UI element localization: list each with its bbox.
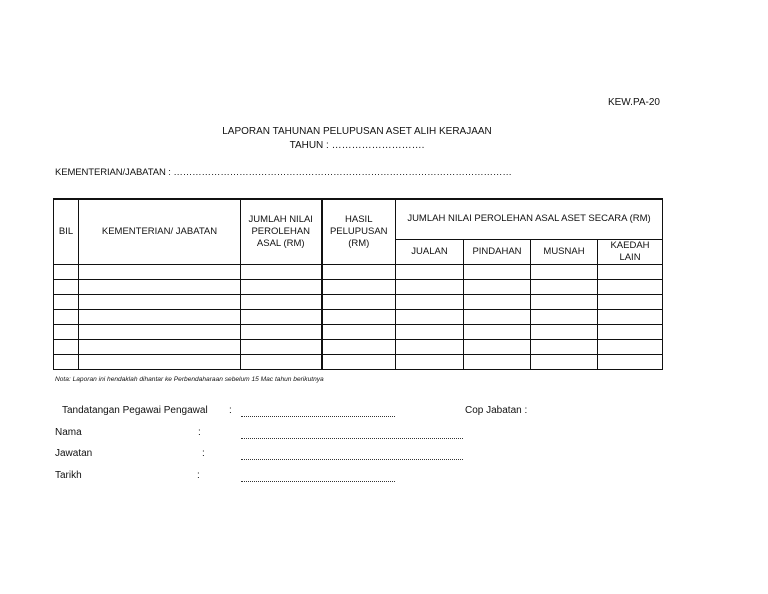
title-main: LAPORAN TAHUNAN PELUPUSAN ASET ALIH KERAJAAN [222,126,492,137]
table-row [54,339,663,354]
position-label: Jawatan [55,448,93,459]
header-bil: BIL [54,199,79,264]
header-method-group: JUMLAH NILAI PEROLEHAN ASAL ASET SECARA (RM) [396,199,663,239]
header-musnah: MUSNAH [531,239,598,264]
submission-note: Nota: Laporan ini hendaklah dihantar ke Perbendaharaan sebelum 15 Mac tahun berikutnya [55,376,324,383]
header-disposal-proceeds: HASIL PELUPUSAN (RM) [322,199,396,264]
officer-signature-line [241,416,395,417]
name-colon: : [198,427,201,438]
position-line [241,459,463,460]
name-line [241,438,463,439]
date-label: Tarikh [55,470,82,481]
table-row [54,354,663,369]
officer-colon: : [229,405,232,416]
table-row [54,309,663,324]
header-jualan: JUALAN [396,239,464,264]
form-code: KEW.PA-20 [607,97,660,108]
header-acquisition-value: JUMLAH NILAI PEROLEHAN ASAL (RM) [241,199,322,264]
report-title [0,125,714,153]
header-ministry: KEMENTERIAN/ JABATAN [79,199,241,264]
title-year: TAHUN : ………………………. [289,140,425,151]
table-row [54,294,663,309]
date-colon: : [197,470,200,481]
stamp-label: Cop Jabatan : [465,405,528,416]
date-line [241,481,395,482]
table-row [54,279,663,294]
disposal-table [53,198,663,370]
header-kaedah-lain: KAEDAH LAIN [598,239,663,264]
table-row [54,264,663,279]
officer-signature-label: Tandatangan Pegawai Pengawal [62,405,208,416]
ministry-field: KEMENTERIAN/JABATAN : ……………………………………………………………………………………………… [55,167,512,178]
table-row [54,324,663,339]
position-colon: : [202,448,205,459]
name-label: Nama [55,427,82,438]
header-pindahan: PINDAHAN [464,239,531,264]
